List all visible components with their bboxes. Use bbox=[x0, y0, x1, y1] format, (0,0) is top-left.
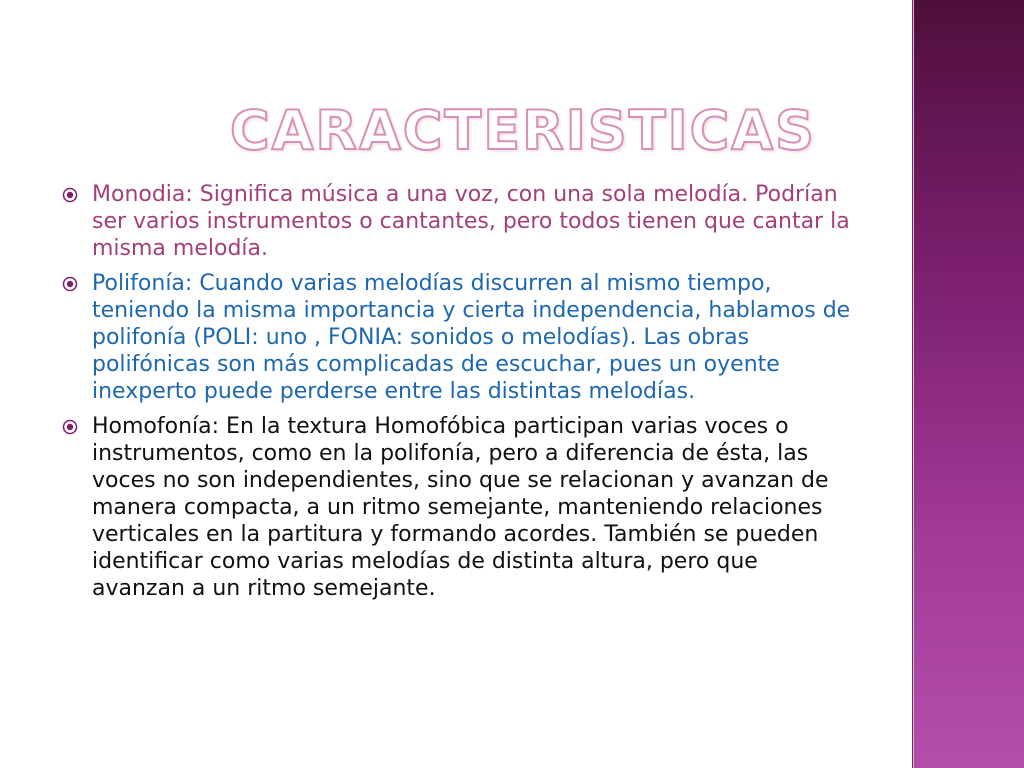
bullet-homofonia bbox=[62, 413, 852, 602]
slide-title: CARACTERISTICAS bbox=[230, 99, 816, 162]
bullet-text: Monodia: Significa música a una voz, con una sola melodía. Podrían ser varios instrumentos o cantantes, pero todos tienen que cantar la misma melodía. bbox=[92, 182, 850, 261]
bullet-list bbox=[62, 181, 852, 610]
bullet-text: Homofonía: En la textura Homofóbica participan varias voces o instrumentos, como en la polifonía, pero a diferencia de ésta, las voces no son independientes, sino que se relacionan y avanzan de manera compacta, a un ritmo semejante, manteniendo relaciones verticales en la partitura y formando acordes. También se pueden identificar como varias melodías de distinta altura, pero que avanzan a un ritmo semejante. bbox=[92, 414, 829, 601]
circle-bullet-icon bbox=[62, 187, 78, 203]
decorative-side-band bbox=[913, 0, 1024, 768]
circle-bullet-icon bbox=[62, 419, 78, 435]
bullet-monodia bbox=[62, 181, 852, 262]
bullet-polifonia bbox=[62, 270, 852, 405]
circle-bullet-icon bbox=[62, 276, 78, 292]
bullet-text: Polifonía: Cuando varias melodías discurren al mismo tiempo, teniendo la misma importancia y cierta independencia, hablamos de polifonía (POLI: uno , FONIA: sonidos o melodías). Las obras polifónicas son más complicadas de escuchar, pues un oyente inexperto puede perderse entre las distintas melodías. bbox=[92, 271, 851, 404]
